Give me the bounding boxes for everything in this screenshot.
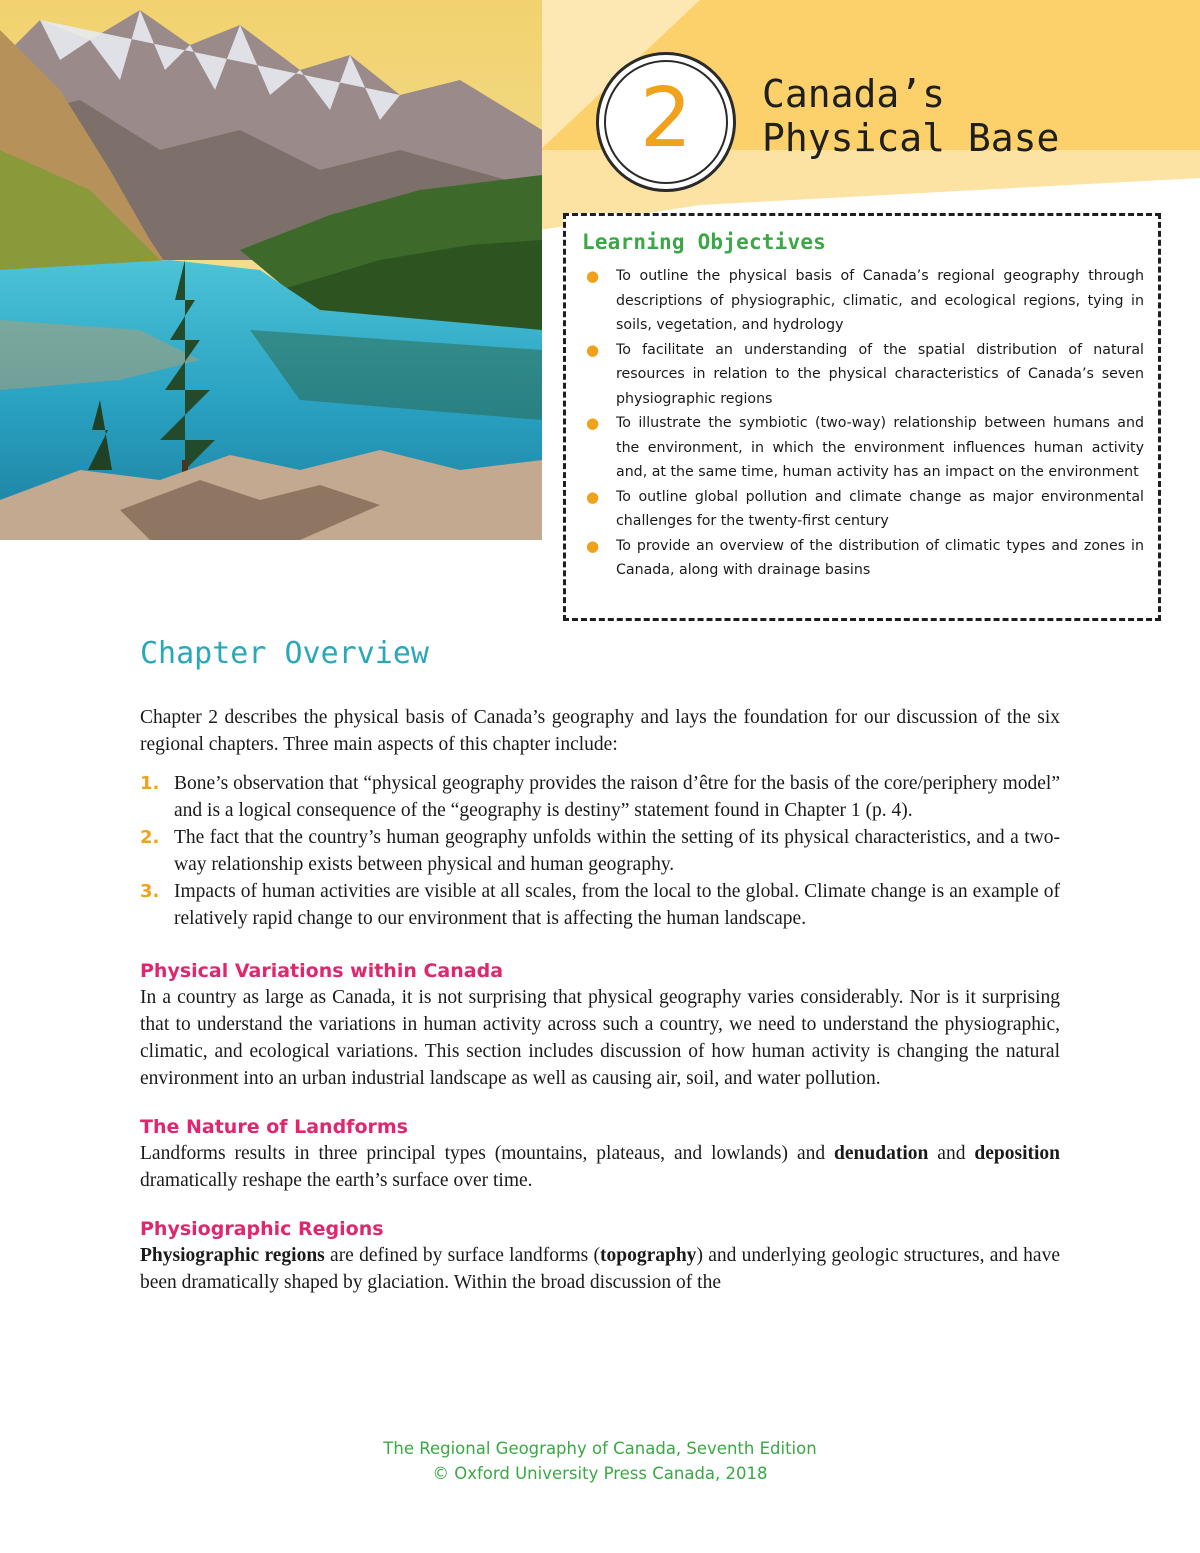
list-item: 3. Impacts of human activities are visible at all scales, from the local to the global. Climate change is an example of relatively rapid change to our environment that is affecting the human landscape. bbox=[140, 878, 1060, 932]
list-item: ● To illustrate the symbiotic (two-way) relationship between humans and the environment, in which the environment influences human activity and, at the same time, human activity has an impact on the environment bbox=[582, 411, 1144, 485]
key-term: Physiographic regions bbox=[140, 1245, 325, 1266]
section-landforms bbox=[140, 1114, 1060, 1194]
section-title: Physical Variations within Canada bbox=[140, 960, 504, 982]
section-text: Physiographic regions are defined by surface landforms (topography) and underlying geologic structures, and have been dramatically shaped by glaciation. Within the broad discussion of the bbox=[140, 1245, 1060, 1293]
chapter-number: 2 bbox=[639, 71, 693, 166]
list-number: 2. bbox=[140, 827, 160, 848]
key-term: deposition bbox=[974, 1143, 1060, 1164]
learning-objectives-title: Learning Objectives bbox=[582, 230, 827, 254]
chapter-title-line1: Canada’s bbox=[762, 72, 946, 116]
list-item: ● To outline the physical basis of Canada’s regional geography through descriptions of physiographic, climatic, and ecological regions, tying in soils, vegetation, and hydrology bbox=[582, 264, 1144, 338]
bullet-icon: ● bbox=[586, 487, 600, 506]
bullet-icon: ● bbox=[586, 536, 600, 555]
chapter-title bbox=[762, 72, 1059, 160]
page-footer bbox=[0, 1436, 1200, 1486]
learning-objectives-box bbox=[563, 213, 1161, 621]
section-text: In a country as large as Canada, it is not surprising that physical geography varies considerably. Nor is it surprising that to understand the variations in human activity across such a country, we need to understand the physiographic, climatic, and ecological variations. This section includes discussion of how human activity is changing the natural environment into an urban industrial landscape as well as causing air, soil, and water pollution. bbox=[140, 987, 1060, 1089]
chapter-number-badge bbox=[596, 52, 736, 192]
list-item: 2. The fact that the country’s human geography unfolds within the setting of its physical characteristics, and a two-way relationship exists between physical and human geography. bbox=[140, 824, 1060, 878]
section-physical-variations bbox=[140, 958, 1060, 1092]
list-item: ● To facilitate an understanding of the spatial distribution of natural resources in relation to the physical characteristics of Canada’s seven physiographic regions bbox=[582, 338, 1144, 412]
section-physiographic-regions bbox=[140, 1216, 1060, 1296]
bullet-icon: ● bbox=[586, 340, 600, 359]
section-text: Landforms results in three principal types (mountains, plateaus, and lowlands) and denudation and deposition dramatically reshape the earth’s surface over time. bbox=[140, 1143, 1060, 1191]
main-content bbox=[140, 632, 1060, 1296]
footer-copyright: © Oxford University Press Canada, 2018 bbox=[432, 1464, 768, 1483]
lake-mountain-photo bbox=[0, 0, 542, 540]
overview-aspects-list bbox=[140, 770, 1060, 932]
footer-book-title: The Regional Geography of Canada, Seventh Edition bbox=[383, 1439, 817, 1458]
list-item: ● To provide an overview of the distribution of climatic types and zones in Canada, along with drainage basins bbox=[582, 534, 1144, 583]
section-title: The Nature of Landforms bbox=[140, 1116, 408, 1138]
section-title: Physiographic Regions bbox=[140, 1218, 384, 1240]
chapter-overview-title: Chapter Overview bbox=[140, 636, 429, 671]
bullet-icon: ● bbox=[586, 414, 600, 432]
chapter-title-line2: Physical Base bbox=[762, 116, 1060, 160]
list-number: 1. bbox=[140, 773, 160, 794]
key-term: topography bbox=[600, 1245, 697, 1266]
list-item: ● To outline global pollution and climate change as major environmental challenges for the twenty-first century bbox=[582, 485, 1144, 534]
learning-objectives-list bbox=[582, 264, 1144, 583]
bullet-icon: ● bbox=[586, 267, 600, 285]
overview-intro: Chapter 2 describes the physical basis of Canada’s geography and lays the foundation for our discussion of the six regional chapters. Three main aspects of this chapter include: bbox=[140, 707, 1060, 755]
list-item: 1. Bone’s observation that “physical geography provides the raison d’être for the basis of the core/periphery model” and is a logical consequence of the “geography is destiny” statement found in Chapter 1 (p. 4). bbox=[140, 770, 1060, 824]
key-term: denudation bbox=[834, 1143, 929, 1164]
list-number: 3. bbox=[140, 881, 160, 902]
